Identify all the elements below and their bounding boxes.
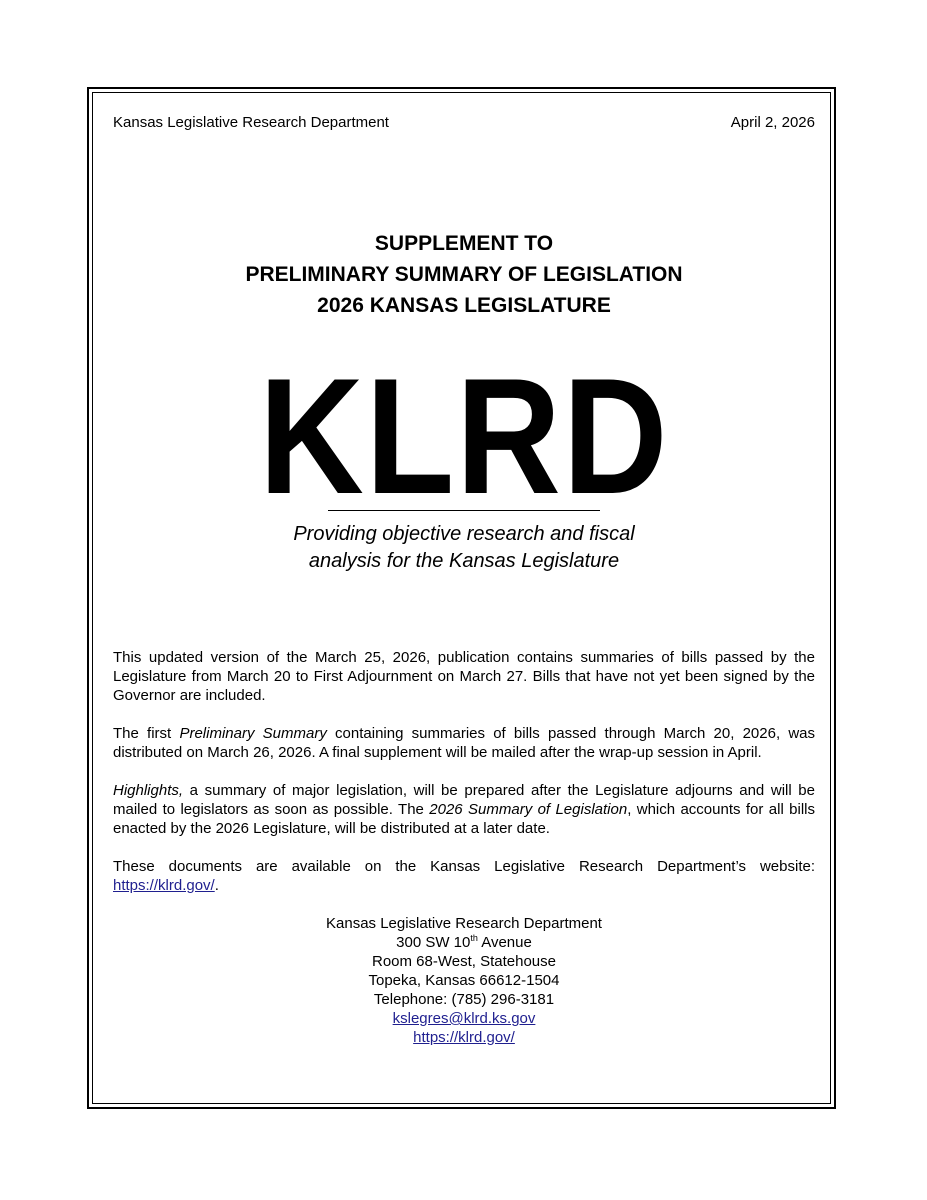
address-city: Topeka, Kansas 66612-1504 [368, 972, 560, 989]
title-line-3: 2026 KANSAS LEGISLATURE [317, 294, 611, 317]
logo-tagline [113, 521, 815, 575]
tagline-line-2: analysis for the Kansas Legislature [308, 550, 620, 572]
header-org: Kansas Legislative Research Department [113, 114, 389, 131]
header-date: April 2, 2026 [730, 114, 815, 131]
p4-end: . [214, 877, 219, 894]
p3-text-b: , which accounts for all bills enacted by the 2026 Legislature, will be distributed at a later date. [113, 801, 815, 837]
street-b: Avenue [477, 934, 532, 951]
address-phone: Telephone: (785) 296-3181 [373, 991, 555, 1008]
p3-text-a: a summary of major legislation, will be prepared after the Legislature adjourns and will be mailed to legislators as soon as possible. The [113, 782, 815, 818]
body-text [113, 648, 815, 895]
p2-text-b: containing summaries of bills passed through March 20, 2026, was distributed on March 26, 2026. A final supplement will be mailed after the wrap-up session in April. [113, 725, 815, 761]
header-line [113, 113, 815, 132]
tagline-line-1: Providing objective research and fiscal [293, 523, 635, 545]
contact-address [113, 914, 815, 1047]
paragraph-2 [113, 724, 815, 762]
p3-italic-1: Highlights, [113, 782, 184, 799]
klrd-logo [113, 344, 815, 528]
p2-italic: Preliminary Summary [179, 725, 327, 742]
street-sup: th [470, 933, 478, 943]
address-street [113, 933, 815, 952]
email-link[interactable]: kslegres@klrd.ks.gov [392, 1010, 536, 1027]
logo-text: KLRD [258, 344, 670, 528]
paragraph-3 [113, 781, 815, 838]
website-link-footer[interactable]: https://klrd.gov/ [413, 1029, 515, 1046]
document-title [113, 228, 815, 321]
street-a: 300 SW 10 [396, 934, 471, 951]
paragraph-1: This updated version of the March 25, 2026, publication contains summaries of bills passed by the Legislature from March 20 to First Adjournment on March 27. Bills that have not yet been signed by the Governor are included. [113, 649, 815, 704]
address-org: Kansas Legislative Research Department [326, 915, 602, 932]
website-link[interactable]: https://klrd.gov/ [113, 877, 215, 894]
title-line-2: PRELIMINARY SUMMARY OF LEGISLATION [245, 263, 683, 286]
address-room: Room 68-West, Statehouse [372, 953, 556, 970]
document-content [113, 113, 815, 1047]
p4-text: These documents are available on the Kansas Legislative Research Department’s website: [113, 858, 815, 875]
p2-text-a: The first [113, 725, 180, 742]
p3-italic-2: 2026 Summary of Legislation [429, 801, 628, 818]
paragraph-4 [113, 857, 815, 895]
title-line-1: SUPPLEMENT TO [374, 232, 554, 255]
